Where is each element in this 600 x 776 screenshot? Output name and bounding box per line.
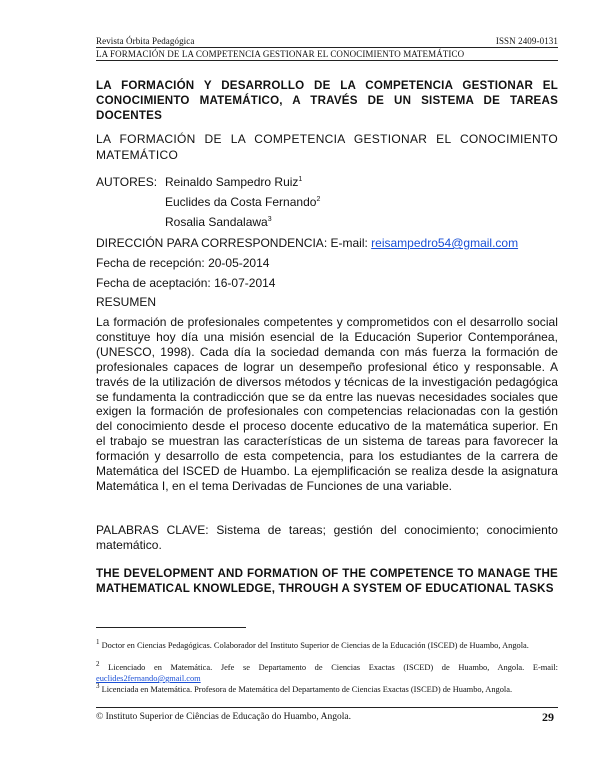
correspondence-label: DIRECCIÓN PARA CORRESPONDENCIA: E-mail: [96,236,368,250]
abstract-text: La formación de profesionales competentes y comprometidos con el desarrollo social constituye hoy día una misión esencial de la Educación Superior Contemporánea, (UNESCO, 1998). Cada día la sociedad demanda con más fuerza la formación de profesionales capaces de lograr un desempeño profesional ético y responsable. A través de la utilización de diversos métodos y técnicas de la investigación pedagógica se fundamenta la contradicción que se da entre las nuevas necesidades sociales que exigen la formación de profesionales con competencias relacionadas con la gestión del conocimiento desde el proceso docente educativo de la matemática superior. En el trabajo se muestran las características de un sistema de tareas para favorecer la formación y desarrollo de esta competencia, para los estudiantes de la carrera de Matemática del ISCED de Huambo. La ejemplificación se realiza desde la asignatura Matemática I, en el tema Derivadas de Funciones de una variable. [96,315,558,493]
footer-institution: © Instituto Superior de Ciências de Educação do Huambo, Angola. [96,712,351,722]
footnote-1 [96,640,558,651]
article-title-en: THE DEVELOPMENT AND FORMATION OF THE COMPETENCE TO MANAGE THE MATHEMATICAL KNOWLEDGE, THROUGH A SYSTEM OF EDUCATIONAL TASKS [96,567,558,595]
article-subtitle-es: LA FORMACIÓN DE LA COMPETENCIA GESTIONAR EL CONOCIMIENTO MATEMÁTICO [96,132,558,162]
author-1 [165,175,302,190]
date-accepted: Fecha de aceptación: 16-07-2014 [96,276,276,290]
footnote-email-link[interactable]: euclides2fernando@gmail.com [96,674,201,683]
author-name: Reinaldo Sampedro Ruiz [165,175,299,189]
author-2 [165,195,320,210]
footnote-mark: 2 [316,196,321,203]
header-rule-top [96,47,558,48]
article-title-es: LA FORMACIÓN Y DESARROLLO DE LA COMPETENCIA GESTIONAR EL CONOCIMIENTO MATEMÁTICO, A TRAVÉS DE UN SISTEMA DE TAREAS DOCENTES [96,79,558,122]
author-name: Euclides da Costa Fernando [165,195,317,209]
correspondence-email-link[interactable]: reisampedro54@gmail.com [371,236,519,250]
footnote-mark: 1 [96,638,100,647]
footnote-text: Licenciada en Matemática. Profesora de Matemática del Departamento de Ciencias Exactas (ISCED) de Huambo, Angola. [101,685,513,694]
abstract-heading: RESUMEN [96,295,157,309]
footnote-mark: 3 [96,682,100,691]
footnote-text: Licenciado en Matemática. Jefe se Departamento de Ciencias Exactas (ISCED) de Huambo, Angola. E-mail: [108,663,558,672]
footnote-mark: 3 [267,216,272,223]
footer-rule [96,707,558,708]
keywords: PALABRAS CLAVE: Sistema de tareas; gestión del conocimiento; conocimiento matemático. [96,523,558,552]
page-number: 29 [542,710,554,724]
footnote-2 [96,662,558,684]
footnote-3 [96,684,558,695]
author-name: Rosalia Sandalawa [165,215,268,229]
author-3 [165,215,272,230]
journal-name: Revista Órbita Pedagógica [96,36,195,46]
date-received: Fecha de recepción: 20-05-2014 [96,256,270,270]
footnote-text: Doctor en Ciencias Pedagógicas. Colaborador del Instituto Superior de Ciencias de la Educación (ISCED) de Huambo, Angola. [101,641,529,650]
running-title: LA FORMACIÓN DE LA COMPETENCIA GESTIONAR EL CONOCIMIENTO MATEMÁTICO [96,49,465,59]
correspondence [96,236,518,251]
footnote-mark: 1 [298,176,303,183]
header-rule-bottom [96,60,558,61]
footnote-mark: 2 [96,660,100,669]
footnote-separator [96,627,246,628]
authors-label: AUTORES: [96,175,158,189]
issn: ISSN 2409-0131 [495,36,558,46]
